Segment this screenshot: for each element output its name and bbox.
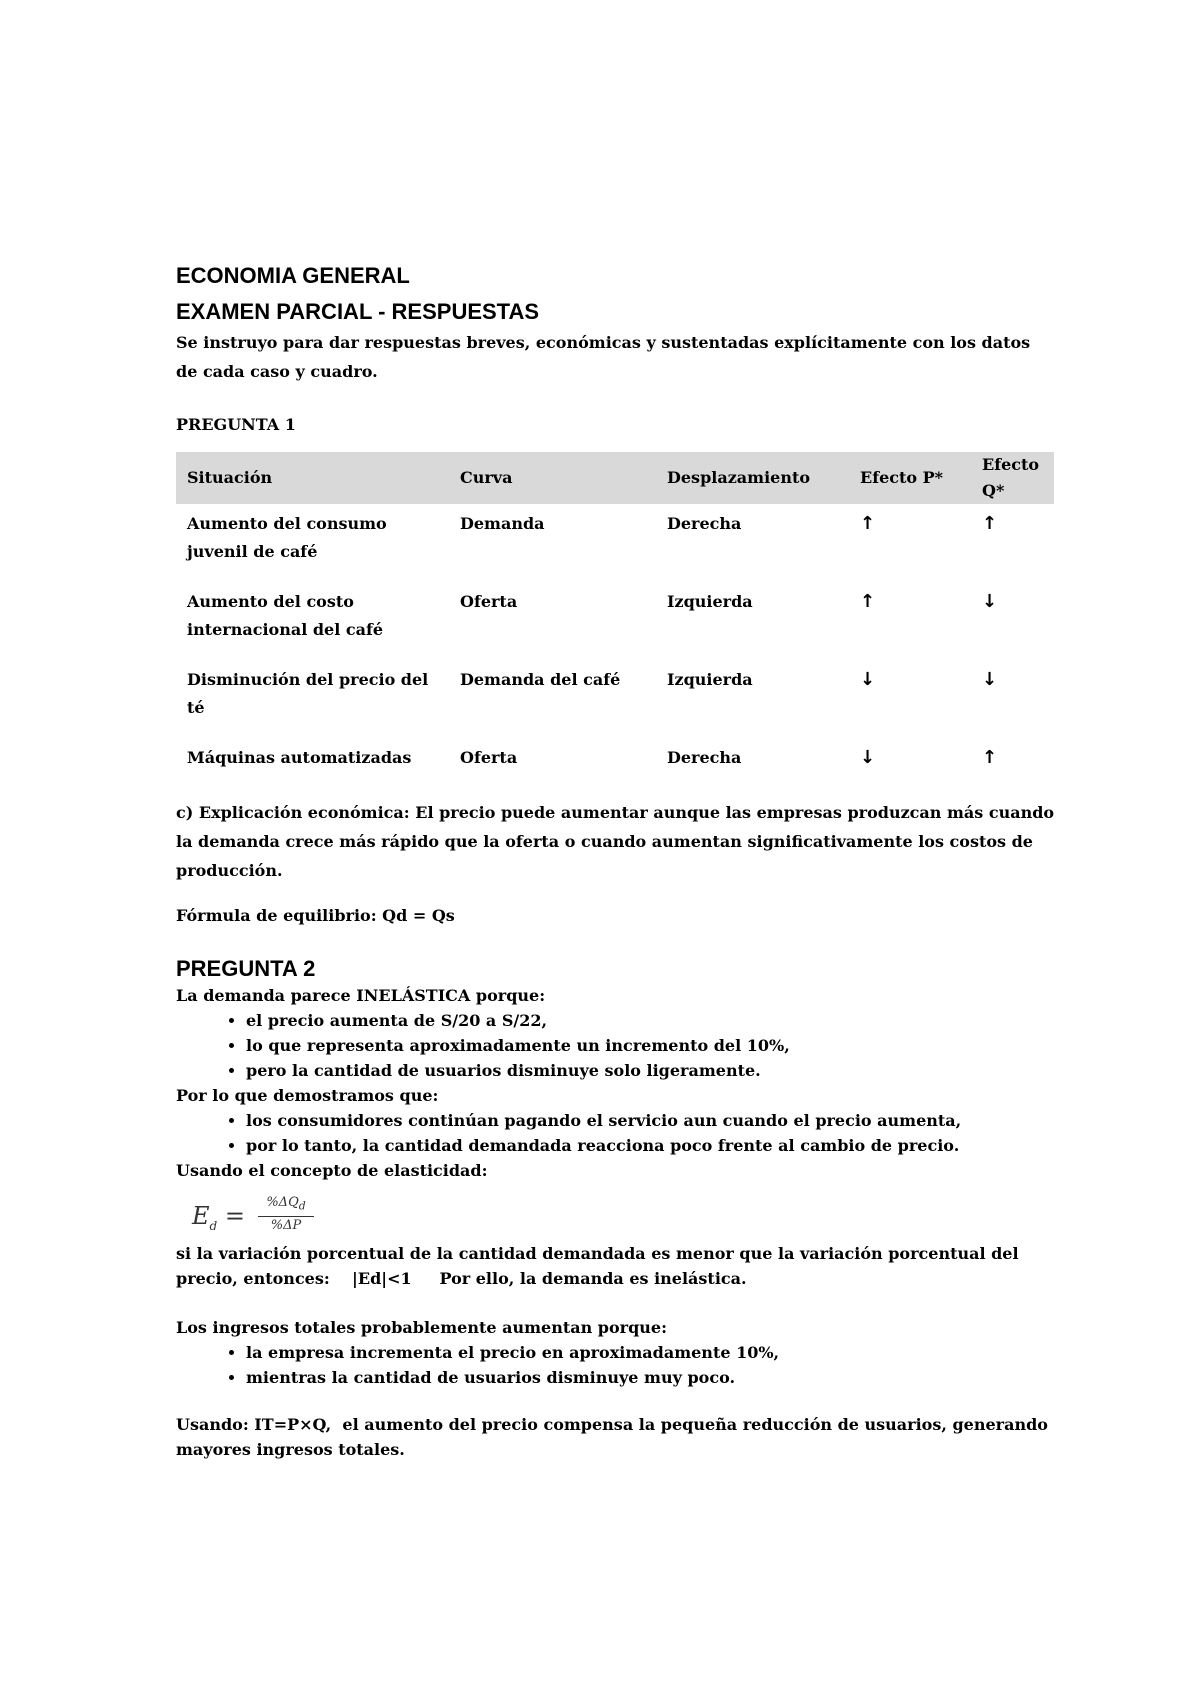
intro-text: Se instruyo para dar respuestas breves, económicas y sustentadas explícitamente con los datos de cada caso y cuadro.: [176, 333, 1031, 381]
paragraph: Los ingresos totales probablemente aumentan porque:: [176, 1318, 667, 1337]
list-item: • la empresa incrementa el precio en aproximadamente 10%,: [246, 1340, 1056, 1365]
header-efecto-q: Efecto Q*: [971, 452, 1054, 504]
table-row: [176, 738, 1054, 784]
question-1-heading: PREGUNTA 1: [176, 415, 296, 434]
cell-curva: Demanda: [460, 514, 545, 533]
spacer: [176, 1390, 1056, 1412]
cell-desplazamiento: Izquierda: [667, 670, 753, 689]
elasticity-formula: [192, 1195, 1056, 1239]
table-row: [176, 582, 1054, 660]
formula-lhs: [192, 1203, 245, 1239]
cell-curva: Oferta: [460, 592, 518, 611]
table-row: [176, 660, 1054, 738]
list-item: • el precio aumenta de S/20 a S/22,: [246, 1008, 1056, 1033]
header-situacion: Situación: [176, 452, 449, 504]
list-item: • mientras la cantidad de usuarios disminuye muy poco.: [246, 1365, 1056, 1390]
header-curva: Curva: [449, 452, 656, 504]
table-row: [176, 504, 1054, 582]
arrow-up-icon: ↑: [982, 747, 998, 768]
paragraph: si la variación porcentual de la cantidad demandada es menor que la variación porcentual del precio, entonces: |Ed|<1 Por ello, la demanda es inelástica.: [176, 1244, 1025, 1288]
formula-denominator: %ΔP: [270, 1217, 302, 1233]
fraction-bar: [258, 1216, 314, 1217]
spacer: [176, 1291, 1056, 1315]
formula-subscript: d: [209, 1218, 218, 1233]
arrow-down-icon: ↓: [860, 669, 876, 690]
cell-desplazamiento: Izquierda: [667, 592, 753, 611]
cell-desplazamiento: Derecha: [667, 748, 742, 767]
cell-situacion: Máquinas automatizadas: [187, 748, 412, 767]
formula-equals: =: [224, 1202, 245, 1230]
document-subtitle: EXAMEN PARCIAL - RESPUESTAS: [176, 299, 540, 324]
paragraph: La demanda parece INELÁSTICA porque:: [176, 986, 546, 1005]
arrow-down-icon: ↓: [982, 591, 998, 612]
list-item: • los consumidores continúan pagando el servicio aun cuando el precio aumenta,: [246, 1108, 1056, 1133]
paragraph: Por lo que demostramos que:: [176, 1086, 439, 1105]
formula-numerator: [258, 1195, 314, 1215]
cell-situacion: Aumento del consumo juvenil de café: [187, 514, 387, 561]
bullet-list: [176, 1340, 1056, 1390]
arrow-down-icon: ↓: [860, 747, 876, 768]
header-desplazamiento: Desplazamiento: [656, 452, 849, 504]
cell-curva: Demanda del café: [460, 670, 621, 689]
arrow-down-icon: ↓: [982, 669, 998, 690]
header-efecto-p: Efecto P*: [849, 452, 971, 504]
document-page: [176, 262, 1056, 1462]
cell-situacion: Aumento del costo internacional del café: [187, 592, 384, 639]
document-title: ECONOMIA GENERAL: [176, 263, 410, 288]
numerator-text: %ΔQ: [266, 1195, 299, 1210]
table-header-row: [176, 452, 1054, 504]
list-item: • por lo tanto, la cantidad demandada reacciona poco frente al cambio de precio.: [246, 1133, 1056, 1158]
cell-desplazamiento: Derecha: [667, 514, 742, 533]
arrow-up-icon: ↑: [860, 513, 876, 534]
list-item: • pero la cantidad de usuarios disminuye solo ligeramente.: [246, 1058, 1056, 1083]
cell-curva: Oferta: [460, 748, 518, 767]
question-2-heading: PREGUNTA 2: [176, 956, 316, 981]
formula-fraction: [258, 1195, 314, 1234]
arrow-up-icon: ↑: [982, 513, 998, 534]
economic-explanation: c) Explicación económica: El precio puede aumentar aunque las empresas produzcan más cuando la demanda crece más rápido que la oferta o cuando aumentan significativamente los costos de producción.: [176, 803, 1055, 880]
arrow-up-icon: ↑: [860, 591, 876, 612]
numerator-subscript: d: [298, 1199, 306, 1213]
paragraph: Usando: IT=P×Q, el aumento del precio compensa la pequeña reducción de usuarios, generando mayores ingresos totales.: [176, 1415, 1054, 1459]
formula-symbol: E: [192, 1202, 210, 1230]
equilibrium-formula: Fórmula de equilibrio: Qd = Qs: [176, 906, 455, 925]
answers-table: [176, 452, 1054, 784]
bullet-list: [176, 1008, 1056, 1083]
list-item: • lo que representa aproximadamente un incremento del 10%,: [246, 1033, 1056, 1058]
paragraph: Usando el concepto de elasticidad:: [176, 1161, 488, 1180]
cell-situacion: Disminución del precio del té: [187, 670, 429, 717]
bullet-list: [176, 1108, 1056, 1158]
